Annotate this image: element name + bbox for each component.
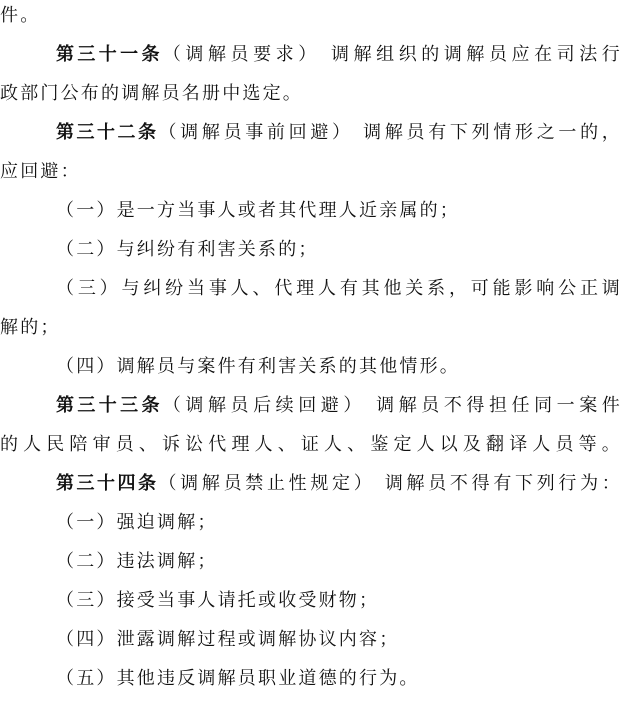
article-number: 第三十二条 — [56, 122, 159, 143]
article-text: （调解员要求） 调解组织的调解员应在司法行 — [162, 44, 622, 65]
article-number: 第三十四条 — [56, 473, 159, 494]
list-item: （四）泄露调解过程或调解协议内容； — [56, 629, 400, 650]
article-32-line — [56, 119, 622, 147]
text-line: 政部门公布的调解员名册中选定。 — [0, 83, 303, 104]
list-item: （四）调解员与案件有利害关系的其他情形。 — [56, 356, 460, 377]
list-item: （三）接受当事人请托或收受财物； — [56, 590, 380, 611]
list-item: （五）其他违反调解员职业道德的行为。 — [56, 668, 420, 689]
list-item: （一）是一方当事人或者其代理人近亲属的； — [56, 200, 460, 221]
text-line: 件。 — [0, 5, 41, 26]
list-item: （一）强迫调解； — [56, 512, 218, 533]
article-31-line — [56, 41, 622, 69]
article-34-line — [56, 470, 622, 498]
article-text: （调解员后续回避） 调解员不得担任同一案件 — [162, 395, 622, 416]
list-item: （二）与纠纷有利害关系的； — [56, 239, 319, 260]
article-text: （调解员禁止性规定） 调解员不得有下列行为： — [158, 473, 622, 494]
article-number: 第三十一条 — [56, 44, 163, 65]
article-text: （调解员事前回避） 调解员有下列情形之一的， — [158, 122, 622, 143]
list-item: （三）与纠纷当事人、代理人有其他关系，可能影响公正调 — [56, 278, 622, 299]
text-line: 的人民陪审员、诉讼代理人、证人、鉴定人以及翻译人员等。 — [0, 434, 622, 455]
list-item: （二）违法调解； — [56, 551, 218, 572]
article-number: 第三十三条 — [56, 395, 163, 416]
article-33-line — [56, 392, 622, 420]
text-line: 解的； — [0, 317, 61, 338]
text-line: 应回避： — [0, 161, 81, 182]
